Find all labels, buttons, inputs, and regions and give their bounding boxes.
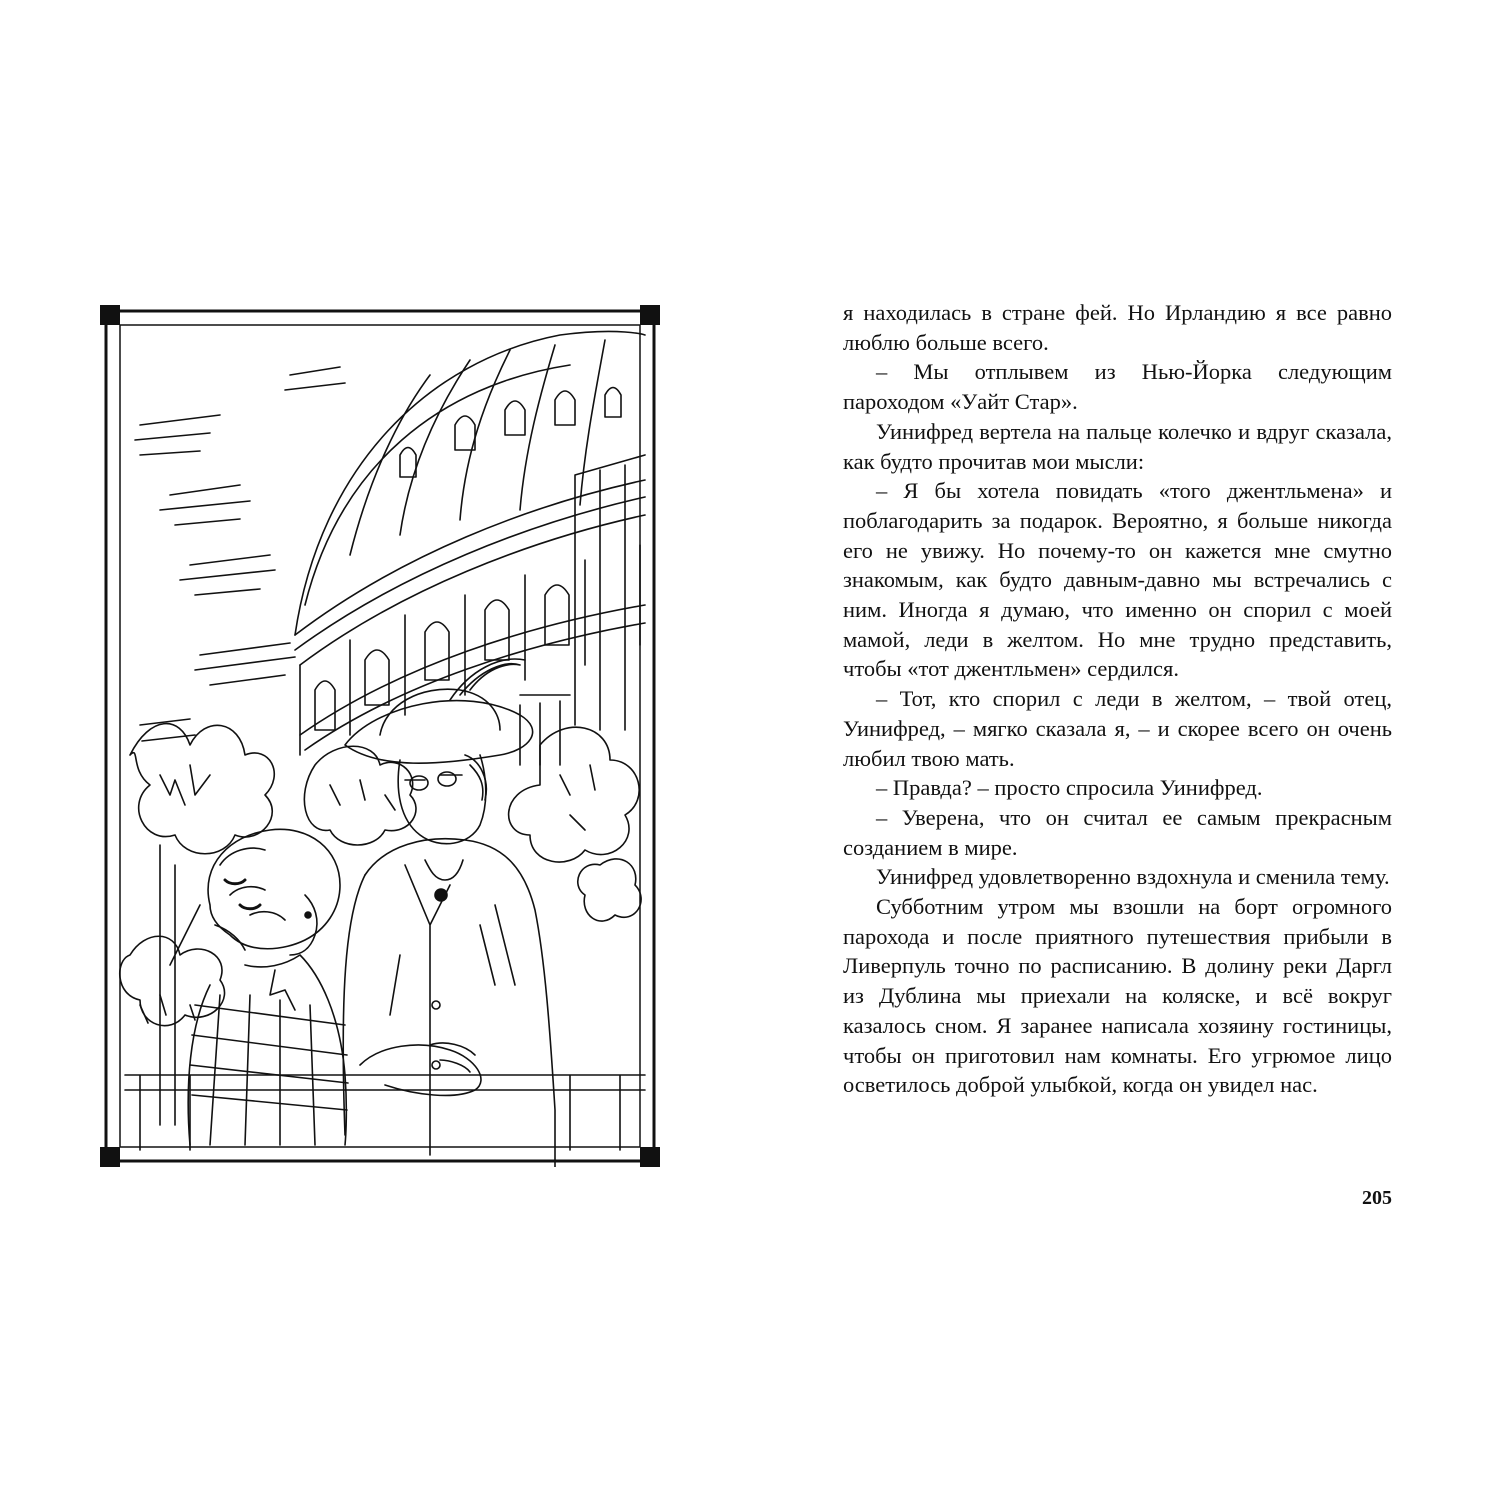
paragraph: Уинифред вертела на пальце колечко и вдруг сказала, как будто прочитав мои мысли: [843,418,1392,474]
paragraph: – Мы отплывем из Нью-Йорка следующим пароходом «Уайт Стар». [843,359,1392,415]
domed-building-sketch-icon [100,305,660,1167]
paragraph: – Уверена, что он считал ее самым прекрасным созданием в мире. [843,804,1392,860]
paragraph: Субботним утром мы взошли на борт огромного парохода и после приятного путешествия прибыли в Ливерпуль точно по расписанию. В долину реки Даргл из Дублина мы приехали на коляске, и всё вокруг казалось сном. Я заранее написала хозяину гостиницы, чтобы он приготовил нам комнаты. Его угрюмое лицо осветилось доброй улыбкой, когда он увидел нас. [843,894,1392,1098]
text-column [843,298,1392,1100]
paragraph: – Тот, кто спорил с леди в желтом, – твой отец, Уинифред, – мягко сказала я, – и скорее всего он очень любил твою мать. [843,686,1392,771]
paragraph: – Я бы хотела повидать «того джентльмена» и поблагодарить за подарок. Вероятно, я больше никогда его не увижу. Но почему-то он кажется мне смутно знакомым, как будто давным-давно мы встречались с ним. Иногда я думаю, что именно он спорил с моей мамой, леди в желтом. Но мне трудно представить, чтобы «тот джентльмен» сердился. [843,478,1392,682]
paragraph: Уинифред удовлетворенно вздохнула и сменила тему. [876,864,1390,890]
paragraph: – Правда? – просто спросила Уинифред. [876,775,1263,801]
paragraph: я находилась в стране фей. Но Ирландию я все равно люблю больше всего. [843,300,1392,355]
illustration-frame [100,305,660,1167]
page-number: 205 [1362,1187,1392,1209]
